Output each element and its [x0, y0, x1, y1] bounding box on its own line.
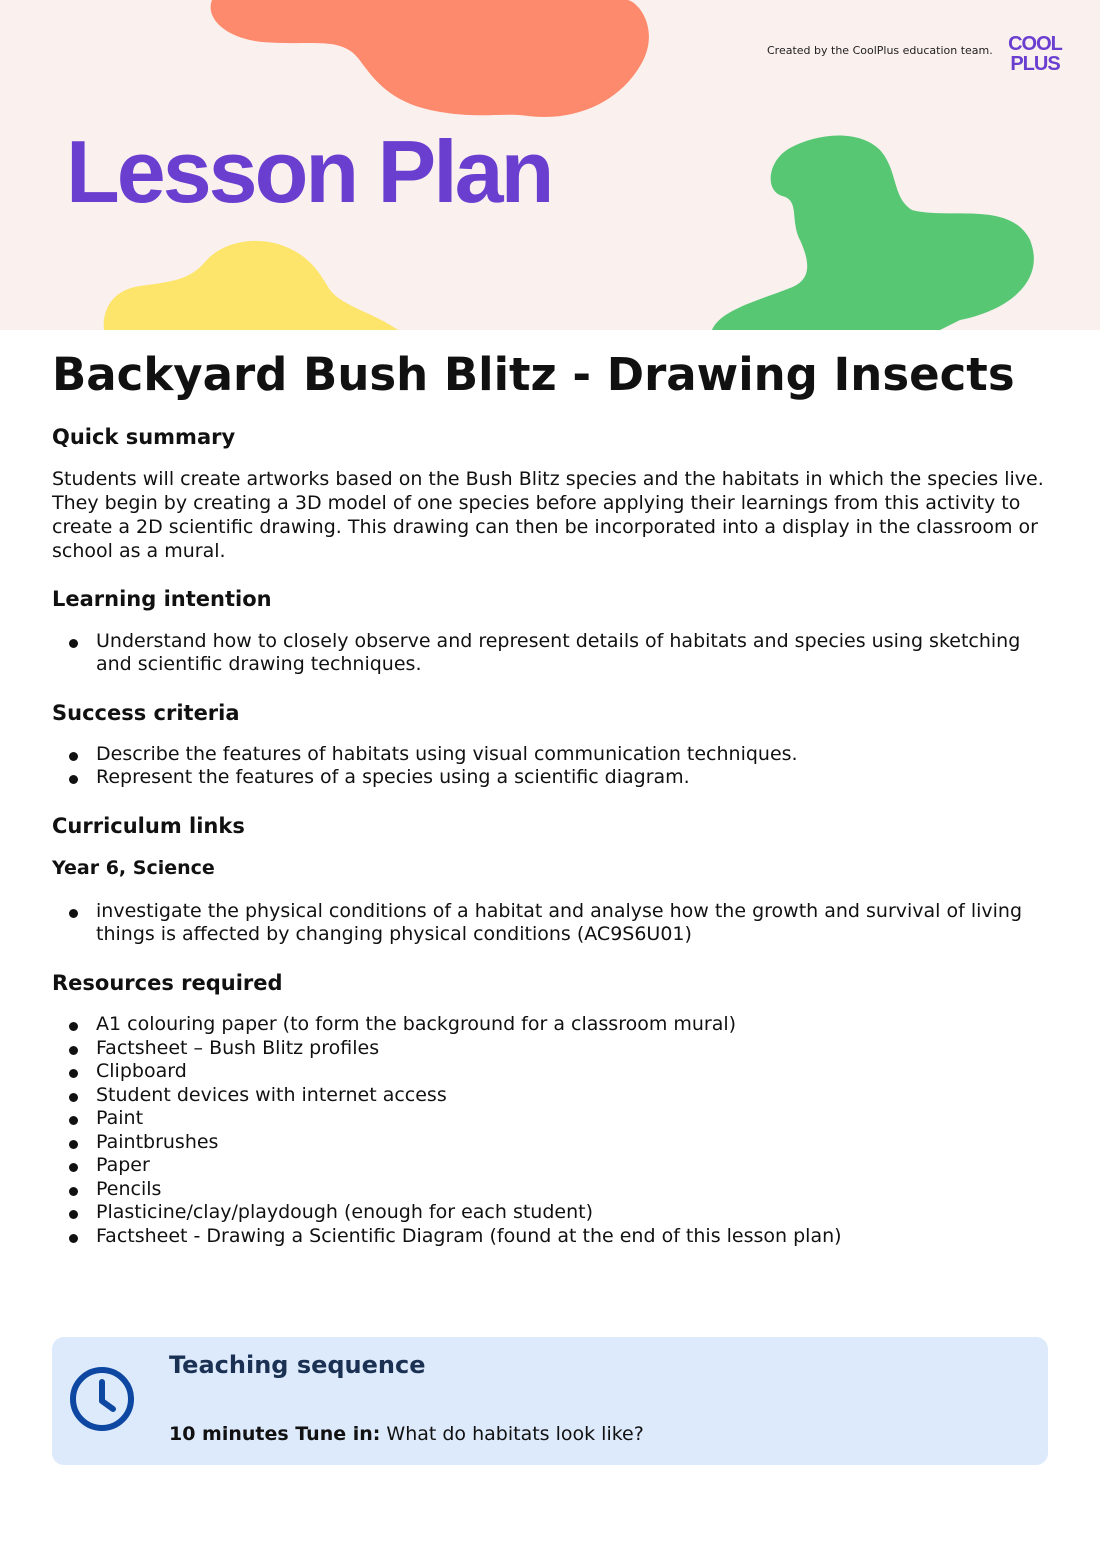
coolplus-logo — [1003, 33, 1067, 73]
green-blob — [712, 136, 1034, 331]
resources-heading: Resources required — [52, 970, 283, 995]
list-item: Paintbrushes — [52, 1131, 1052, 1155]
resources-list — [52, 1013, 1052, 1248]
list-item: Paint — [52, 1107, 1052, 1131]
list-item: Understand how to closely observe and represent details of habitats and species using sketching and scientific drawing techniques. — [52, 630, 1052, 677]
teaching-step-label: 10 minutes Tune in: — [169, 1423, 381, 1445]
list-item: Paper — [52, 1154, 1052, 1178]
list-item: Factsheet - Drawing a Scientific Diagram (found at the end of this lesson plan) — [52, 1225, 1052, 1249]
teaching-step-text: What do habitats look like? — [380, 1423, 644, 1445]
orange-blob — [211, 0, 649, 117]
list-item: Clipboard — [52, 1060, 1052, 1084]
list-item: Pencils — [52, 1178, 1052, 1202]
credit-text: Created by the CoolPlus education team. — [767, 44, 993, 57]
header-banner — [0, 0, 1100, 330]
document-title: Backyard Bush Blitz - Drawing Insects — [52, 348, 1015, 401]
document-body — [52, 348, 1052, 1248]
learning-intention-heading: Learning intention — [52, 587, 272, 612]
curriculum-subheading: Year 6, Science — [52, 857, 215, 880]
list-item: Describe the features of habitats using visual communication techniques. — [52, 743, 1052, 767]
list-item: Student devices with internet access — [52, 1084, 1052, 1108]
svg-text:COOL: COOL — [1008, 33, 1062, 55]
teaching-sequence-title: Teaching sequence — [169, 1351, 426, 1379]
curriculum-heading: Curriculum links — [52, 813, 245, 838]
list-item: A1 colouring paper (to form the background for a classroom mural) — [52, 1013, 1052, 1037]
list-item: Factsheet – Bush Blitz profiles — [52, 1037, 1052, 1061]
summary-heading: Quick summary — [52, 425, 236, 449]
teaching-sequence-panel — [52, 1337, 1048, 1465]
success-criteria-list — [52, 743, 1052, 790]
list-item: Plasticine/clay/playdough (enough for each student) — [52, 1201, 1052, 1225]
clock-icon — [68, 1365, 136, 1433]
curriculum-list — [52, 900, 1052, 947]
teaching-step — [169, 1423, 644, 1445]
svg-text:PLUS: PLUS — [1010, 53, 1060, 73]
learning-intention-list — [52, 630, 1052, 677]
summary-text: Students will create artworks based on the Bush Blitz species and the habitats in which the species live. They begin by creating a 3D model of one species before applying their learnings from this activity to create a 2D scientific drawing. This drawing can then be incorporated into a display in the classroom or school as a mural. — [52, 468, 1044, 563]
success-criteria-heading: Success criteria — [52, 700, 240, 725]
list-item: Represent the features of a species using a scientific diagram. — [52, 766, 1052, 790]
page-title: Lesson Plan — [66, 122, 552, 221]
yellow-blob — [104, 241, 398, 330]
list-item: investigate the physical conditions of a habitat and analyse how the growth and survival of living things is affected by changing physical conditions (AC9S6U01) — [52, 900, 1052, 947]
